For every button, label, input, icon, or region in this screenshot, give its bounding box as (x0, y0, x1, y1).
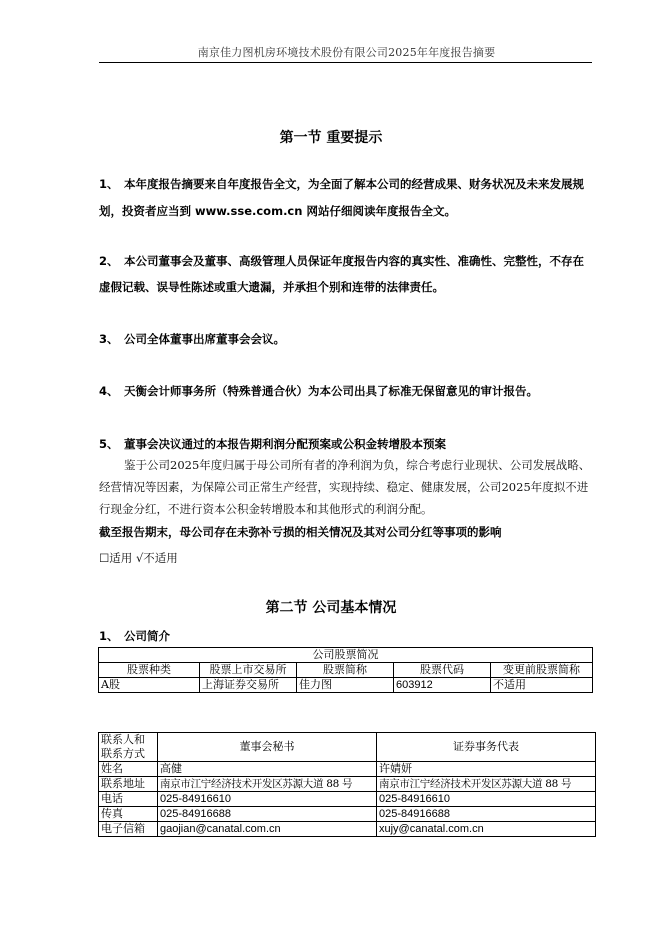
table-cell: 许婧妍 (377, 762, 596, 777)
table-cell: 电话 (99, 792, 158, 807)
contact-header-label (99, 733, 158, 762)
table-cell: 025-84916610 (158, 792, 377, 807)
header-divider (99, 62, 592, 63)
table-header-row (99, 733, 596, 762)
sub1-num: 1、 (99, 629, 119, 643)
section1-title: 第一节 重要提示 (279, 130, 383, 146)
table-header-cell: 股票简称 (297, 663, 394, 678)
table-cell: 025-84916688 (377, 807, 596, 822)
item2-num: 2、 (99, 254, 119, 268)
table-row (99, 777, 596, 792)
table-cell: 025-84916610 (377, 792, 596, 807)
item1-line1: 本年度报告摘要来自年度报告全文，为全面了解本公司的经营成果、财务状况及未来发展规 (124, 177, 584, 191)
table-header-row (99, 663, 593, 678)
table-cell: 姓名 (99, 762, 158, 777)
item5-num: 5、 (99, 437, 119, 451)
table-cell: A股 (99, 678, 200, 693)
item3-line1: 公司全体董事出席董事会会议。 (124, 332, 285, 346)
item3-num: 3、 (99, 332, 119, 346)
contact-header-label-2: 联系方式 (101, 747, 145, 760)
item2-line1: 本公司董事会及董事、高级管理人员保证年度报告内容的真实性、准确性、完整性，不存在 (124, 254, 584, 268)
applicability-note: ☐适用 √不适用 (99, 551, 178, 565)
section2-title: 第二节 公司基本情况 (265, 600, 397, 616)
table-header-cell: 股票种类 (99, 663, 200, 678)
item4-num: 4、 (99, 384, 119, 398)
email-link[interactable]: xujy@canatal.com.cn (377, 822, 596, 837)
table-cell: 南京市江宁经济技术开发区苏源大道 88 号 (158, 777, 377, 792)
contact-col-secretary: 董事会秘书 (158, 733, 377, 762)
contact-table (98, 732, 596, 837)
table-cell: 高健 (158, 762, 377, 777)
table-cell: 不适用 (491, 678, 593, 693)
table-cell: 上海证券交易所 (200, 678, 297, 693)
table-cell: 电子信箱 (99, 822, 158, 837)
stock-table-caption: 公司股票简况 (99, 648, 593, 663)
stock-table (98, 647, 593, 693)
item2-line2: 虚假记载、误导性陈述或重大遗漏，并承担个别和连带的法律责任。 (99, 280, 444, 294)
item1-num: 1、 (99, 177, 119, 191)
sub1-title: 公司简介 (124, 629, 170, 643)
table-cell: 联系地址 (99, 777, 158, 792)
page-header: 南京佳力图机房环境技术股份有限公司2025年年度报告摘要 (197, 46, 496, 59)
paragraph-line1: 鉴于公司2025年度归属于母公司所有者的净利润为负，综合考虑行业现状、公司发展战略、 (124, 458, 591, 472)
table-header-cell: 股票代码 (394, 663, 491, 678)
table-row (99, 678, 593, 693)
item4-line1: 天衡会计师事务所（特殊普通合伙）为本公司出具了标准无保留意见的审计报告。 (124, 384, 538, 398)
table-cell: 603912 (394, 678, 491, 693)
item5-line1: 董事会决议通过的本报告期利润分配预案或公积金转增股本预案 (124, 437, 446, 451)
table-row (99, 822, 596, 837)
paragraph-line3: 行现金分红，不进行资本公积金转增股本和其他形式的利润分配。 (99, 502, 433, 516)
table-header-cell: 股票上市交易所 (200, 663, 297, 678)
contact-header-label-1: 联系人和 (101, 733, 145, 746)
table-header-cell: 变更前股票简称 (491, 663, 593, 678)
email-link[interactable]: gaojian@canatal.com.cn (158, 822, 377, 837)
deficit-title: 截至报告期末，母公司存在未弥补亏损的相关情况及其对公司分红等事项的影响 (99, 525, 502, 539)
table-row (99, 792, 596, 807)
contact-col-representative: 证券事务代表 (377, 733, 596, 762)
table-cell: 佳力图 (297, 678, 394, 693)
table-row (99, 762, 596, 777)
item1-line2: 划，投资者应当到 www.sse.com.cn 网站仔细阅读年度报告全文。 (99, 204, 456, 218)
paragraph-line2: 经营情况等因素，为保障公司正常生产经营，实现持续、稳定、健康发展，公司2025年度拟不进 (99, 480, 589, 494)
table-row (99, 807, 596, 822)
table-cell: 传真 (99, 807, 158, 822)
table-cell: 南京市江宁经济技术开发区苏源大道 88 号 (377, 777, 596, 792)
table-cell: 025-84916688 (158, 807, 377, 822)
